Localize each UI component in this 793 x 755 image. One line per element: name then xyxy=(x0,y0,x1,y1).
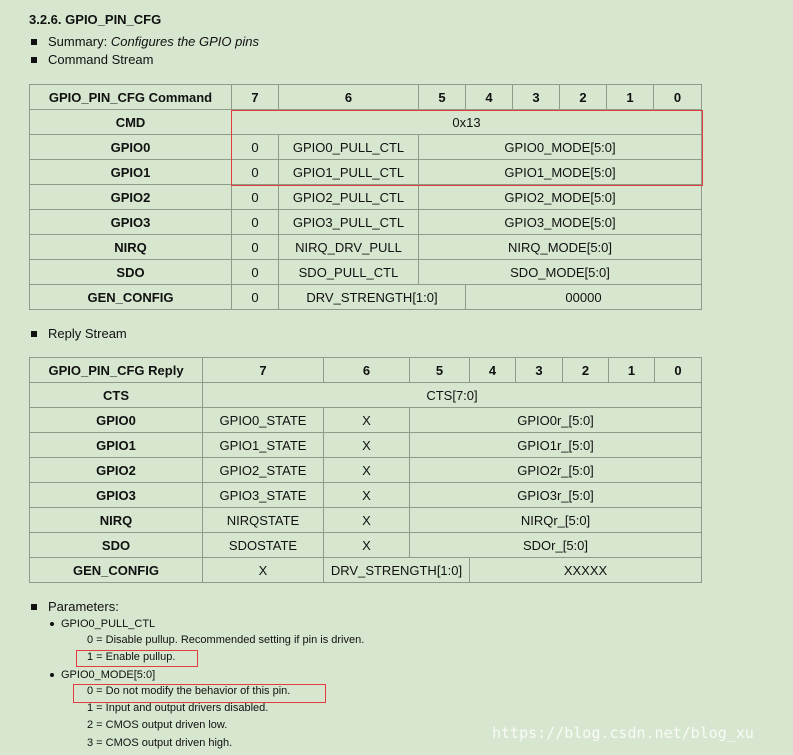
table-row xyxy=(30,160,702,185)
row-label: GEN_CONFIG xyxy=(30,558,203,583)
parameter-name: GPIO0_PULL_CTL xyxy=(50,618,155,630)
header-cell: 2 xyxy=(563,358,609,383)
table-row xyxy=(30,508,702,533)
table-row xyxy=(30,185,702,210)
row-label: GPIO2 xyxy=(30,458,203,483)
summary-label: Summary: xyxy=(48,34,108,49)
table-cell: X xyxy=(324,458,410,483)
table-cell: X xyxy=(324,433,410,458)
row-label: GPIO0 xyxy=(30,408,203,433)
header-cell: 6 xyxy=(324,358,410,383)
summary-bullet xyxy=(31,34,259,49)
header-cell: 2 xyxy=(560,85,607,110)
table-cell: 0x13 xyxy=(232,110,702,135)
table-cell: GPIO0_PULL_CTL xyxy=(279,135,419,160)
row-label: GPIO3 xyxy=(30,210,232,235)
table-cell: GPIO2r_[5:0] xyxy=(410,458,702,483)
reply-stream-bullet xyxy=(31,326,127,341)
table-cell: GPIO1r_[5:0] xyxy=(410,433,702,458)
row-label: GEN_CONFIG xyxy=(30,285,232,310)
header-cell: 3 xyxy=(513,85,560,110)
section-number: 3.2.6. xyxy=(29,12,62,27)
header-cell: 3 xyxy=(516,358,563,383)
reply-table-header xyxy=(30,358,702,383)
table-row xyxy=(30,458,702,483)
header-cell: 4 xyxy=(466,85,513,110)
table-cell: 0 xyxy=(232,285,279,310)
row-label: GPIO2 xyxy=(30,185,232,210)
header-cell: 0 xyxy=(655,358,702,383)
command-table-header xyxy=(30,85,702,110)
square-bullet-icon xyxy=(31,57,37,63)
table-row xyxy=(30,110,702,135)
table-cell: X xyxy=(324,533,410,558)
table-row xyxy=(30,135,702,160)
table-cell: X xyxy=(324,483,410,508)
row-label: NIRQ xyxy=(30,235,232,260)
table-cell: SDOr_[5:0] xyxy=(410,533,702,558)
section-title: GPIO_PIN_CFG xyxy=(65,12,162,27)
parameter-value: 3 = CMOS output driven high. xyxy=(87,737,233,749)
dot-bullet-icon xyxy=(50,622,54,626)
table-cell: GPIO1_MODE[5:0] xyxy=(419,160,702,185)
parameter-value: 2 = CMOS output driven low. xyxy=(87,719,228,731)
square-bullet-icon xyxy=(31,331,37,337)
row-label: GPIO0 xyxy=(30,135,232,160)
header-cell: 5 xyxy=(419,85,466,110)
table-row xyxy=(30,210,702,235)
square-bullet-icon xyxy=(31,604,37,610)
reply-table xyxy=(29,357,702,583)
table-row xyxy=(30,408,702,433)
table-cell: 0 xyxy=(232,185,279,210)
header-cell: 1 xyxy=(607,85,654,110)
table-cell: GPIO1_PULL_CTL xyxy=(279,160,419,185)
parameter-name: GPIO0_MODE[5:0] xyxy=(50,669,155,681)
table-cell: SDOSTATE xyxy=(203,533,324,558)
table-cell: NIRQ_DRV_PULL xyxy=(279,235,419,260)
header-cell: 0 xyxy=(654,85,702,110)
parameters-label: Parameters: xyxy=(48,599,119,614)
table-row xyxy=(30,285,702,310)
watermark: https://blog.csdn.net/blog_xu xyxy=(492,724,754,742)
table-cell: 0 xyxy=(232,260,279,285)
table-cell: 0 xyxy=(232,135,279,160)
dot-bullet-icon xyxy=(50,673,54,677)
row-label: CTS xyxy=(30,383,203,408)
header-cell: GPIO_PIN_CFG Command xyxy=(30,85,232,110)
table-row xyxy=(30,558,702,583)
header-cell: 7 xyxy=(232,85,279,110)
table-cell: GPIO2_PULL_CTL xyxy=(279,185,419,210)
parameter-value: 0 = Do not modify the behavior of this pin. xyxy=(87,685,291,697)
table-cell: SDO_PULL_CTL xyxy=(279,260,419,285)
table-cell: NIRQSTATE xyxy=(203,508,324,533)
parameter-value: 1 = Input and output drivers disabled. xyxy=(87,702,269,714)
table-cell: DRV_STRENGTH[1:0] xyxy=(279,285,466,310)
table-row xyxy=(30,260,702,285)
table-cell: NIRQr_[5:0] xyxy=(410,508,702,533)
row-label: NIRQ xyxy=(30,508,203,533)
square-bullet-icon xyxy=(31,39,37,45)
header-cell: GPIO_PIN_CFG Reply xyxy=(30,358,203,383)
table-row xyxy=(30,533,702,558)
header-cell: 7 xyxy=(203,358,324,383)
row-label: GPIO1 xyxy=(30,433,203,458)
table-cell: X xyxy=(324,508,410,533)
header-cell: 6 xyxy=(279,85,419,110)
command-stream-label: Command Stream xyxy=(48,52,154,67)
table-cell: SDO_MODE[5:0] xyxy=(419,260,702,285)
table-cell: X xyxy=(203,558,324,583)
table-cell: XXXXX xyxy=(470,558,702,583)
row-label: SDO xyxy=(30,260,232,285)
table-cell: X xyxy=(324,408,410,433)
table-cell: GPIO3_MODE[5:0] xyxy=(419,210,702,235)
row-label: CMD xyxy=(30,110,232,135)
header-cell: 5 xyxy=(410,358,470,383)
table-cell: GPIO2_STATE xyxy=(203,458,324,483)
row-label: GPIO1 xyxy=(30,160,232,185)
parameter-value: 0 = Disable pullup. Recommended setting if pin is driven. xyxy=(87,634,365,646)
table-cell: GPIO0_MODE[5:0] xyxy=(419,135,702,160)
summary-text: Configures the GPIO pins xyxy=(110,34,259,49)
table-cell: CTS[7:0] xyxy=(203,383,702,408)
table-cell: 0 xyxy=(232,160,279,185)
parameter-value: 1 = Enable pullup. xyxy=(87,651,176,663)
table-cell: 00000 xyxy=(466,285,702,310)
table-cell: DRV_STRENGTH[1:0] xyxy=(324,558,470,583)
reply-stream-label: Reply Stream xyxy=(48,326,127,341)
table-row xyxy=(30,235,702,260)
row-label: SDO xyxy=(30,533,203,558)
table-cell: 0 xyxy=(232,210,279,235)
table-cell: GPIO3_STATE xyxy=(203,483,324,508)
table-cell: GPIO0r_[5:0] xyxy=(410,408,702,433)
table-row xyxy=(30,433,702,458)
row-label: GPIO3 xyxy=(30,483,203,508)
command-stream-bullet xyxy=(31,52,153,67)
table-cell: GPIO3r_[5:0] xyxy=(410,483,702,508)
command-table xyxy=(29,84,702,310)
parameters-bullet xyxy=(31,599,119,614)
section-heading xyxy=(29,12,161,27)
header-cell: 4 xyxy=(470,358,516,383)
table-cell: GPIO2_MODE[5:0] xyxy=(419,185,702,210)
table-row xyxy=(30,383,702,408)
table-cell: NIRQ_MODE[5:0] xyxy=(419,235,702,260)
table-row xyxy=(30,483,702,508)
table-cell: 0 xyxy=(232,235,279,260)
table-cell: GPIO1_STATE xyxy=(203,433,324,458)
table-cell: GPIO0_STATE xyxy=(203,408,324,433)
table-cell: GPIO3_PULL_CTL xyxy=(279,210,419,235)
header-cell: 1 xyxy=(609,358,655,383)
